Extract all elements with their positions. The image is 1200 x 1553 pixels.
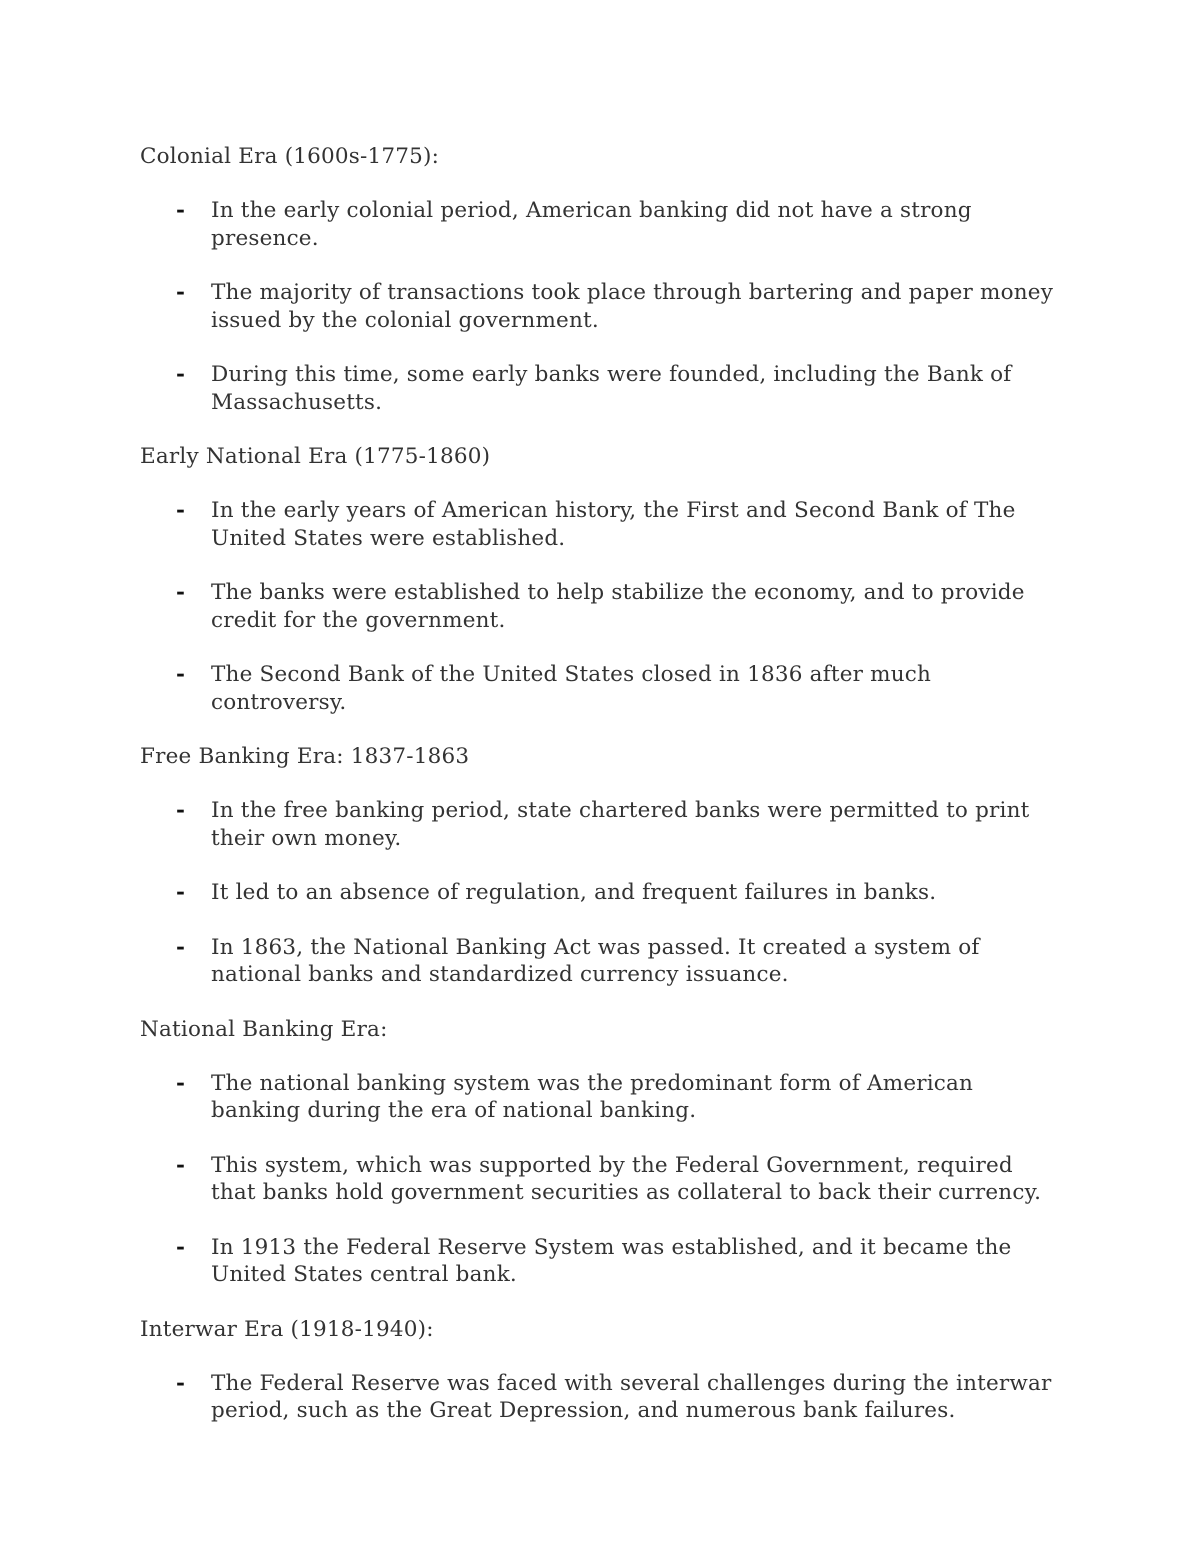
bullet-item	[140, 1152, 1060, 1207]
bullet-list	[140, 1070, 1060, 1289]
dash-bullet-icon: -	[176, 1370, 186, 1396]
section-early-national-era	[140, 443, 1060, 716]
bullet-item	[140, 497, 1060, 552]
bullet-item	[140, 279, 1060, 334]
bullet-list	[140, 1370, 1060, 1425]
bullet-text: The Federal Reserve was faced with several challenges during the interwar period, such as the Great Depression, and numerous bank failures.	[211, 1370, 1052, 1423]
section-colonial-era	[140, 143, 1060, 416]
section-heading: National Banking Era:	[140, 1016, 388, 1042]
bullet-item	[140, 579, 1060, 634]
bullet-item	[140, 797, 1060, 852]
dash-bullet-icon: -	[176, 280, 186, 305]
dash-bullet-icon: -	[176, 498, 186, 523]
dash-bullet-icon: -	[176, 362, 186, 387]
bullet-text: The banks were established to help stabilize the economy, and to provide credit for the government.	[211, 580, 1025, 633]
bullet-item	[140, 661, 1060, 716]
section-heading: Free Banking Era: 1837-1863	[140, 744, 470, 769]
section-heading: Early National Era (1775-1860)	[140, 444, 491, 469]
dash-bullet-icon: -	[176, 580, 186, 605]
bullet-item	[140, 361, 1060, 416]
bullet-text: In 1913 the Federal Reserve System was established, and it became the United States central bank.	[211, 1234, 1012, 1287]
bullet-text: This system, which was supported by the Federal Government, required that banks hold government securities as collateral to back their currency.	[211, 1152, 1042, 1205]
bullet-text: In the early colonial period, American banking did not have a strong presence.	[211, 198, 972, 251]
section-national-banking-era	[140, 1016, 1060, 1289]
bullet-text: It led to an absence of regulation, and frequent failures in banks.	[211, 880, 937, 905]
dash-bullet-icon: -	[176, 1234, 186, 1260]
dash-bullet-icon: -	[176, 198, 186, 223]
bullet-text: The majority of transactions took place through bartering and paper money issued by the colonial government.	[211, 280, 1054, 333]
bullet-list	[140, 797, 1060, 989]
section-interwar-era	[140, 1316, 1060, 1425]
bullet-list	[140, 197, 1060, 416]
dash-bullet-icon: -	[176, 1152, 186, 1178]
bullet-text: The national banking system was the predominant form of American banking during the era of national banking.	[211, 1070, 974, 1123]
document-body	[140, 143, 1060, 1425]
bullet-text: In the free banking period, state chartered banks were permitted to print their own money.	[211, 798, 1030, 851]
bullet-text: In the early years of American history, the First and Second Bank of The United States were established.	[211, 498, 1016, 551]
section-free-banking-era	[140, 743, 1060, 989]
bullet-item	[140, 1070, 1060, 1125]
section-heading: Interwar Era (1918-1940):	[140, 1316, 434, 1342]
bullet-text: In 1863, the National Banking Act was passed. It created a system of national banks and standardized currency issuance.	[211, 934, 980, 987]
bullet-text: During this time, some early banks were founded, including the Bank of Massachusetts.	[211, 362, 1012, 415]
bullet-list	[140, 497, 1060, 716]
dash-bullet-icon: -	[176, 880, 186, 905]
bullet-item	[140, 197, 1060, 252]
bullet-text: The Second Bank of the United States closed in 1836 after much controversy.	[211, 662, 932, 715]
bullet-item	[140, 1234, 1060, 1289]
bullet-item	[140, 1370, 1060, 1425]
bullet-item	[140, 934, 1060, 989]
section-heading: Colonial Era (1600s-1775):	[140, 144, 440, 169]
dash-bullet-icon: -	[176, 798, 186, 823]
dash-bullet-icon: -	[176, 934, 186, 960]
dash-bullet-icon: -	[176, 1070, 186, 1096]
bullet-item	[140, 879, 1060, 907]
dash-bullet-icon: -	[176, 662, 186, 687]
